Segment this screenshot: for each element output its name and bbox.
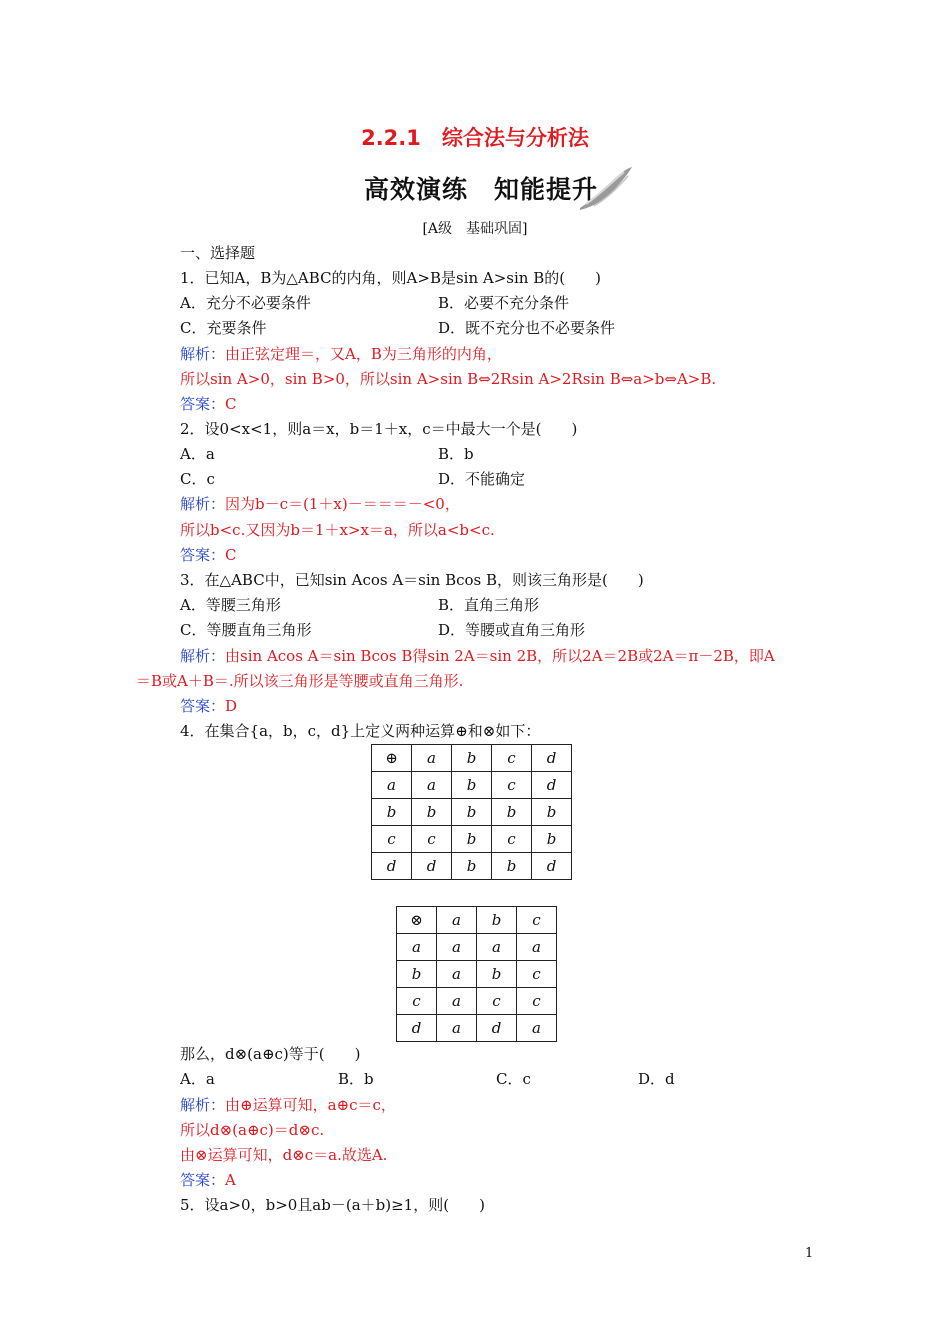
table-cell: c <box>412 826 452 853</box>
text-line: 2．设0<x<1，则a＝x，b＝1＋x，c＝中最大一个是( ) <box>180 420 578 438</box>
text-line: D．不能确定 <box>438 470 526 488</box>
table-row <box>372 799 572 826</box>
analysis-label: 解析： <box>180 345 226 363</box>
text-line: C．c <box>180 470 215 488</box>
text-line: A．等腰三角形 <box>180 596 281 614</box>
table-row <box>397 961 557 988</box>
brush-stroke-icon <box>574 164 640 214</box>
table-cell: b <box>477 961 517 988</box>
text-line <box>180 344 502 364</box>
text-line: D．既不充分也不必要条件 <box>438 319 616 337</box>
text-line: 由⊗运算可知，d⊗c＝a.故选A. <box>180 1146 388 1164</box>
page-number: 1 <box>805 1246 814 1261</box>
table-cell: b <box>492 853 532 880</box>
operator-symbol: ⊗ <box>397 907 437 934</box>
table-cell: a <box>412 772 452 799</box>
table-row <box>372 853 572 880</box>
table-cell: a <box>437 988 477 1015</box>
text-line <box>180 545 237 565</box>
answer-label: 答案： <box>180 697 226 715</box>
solution-text: 由sin Acos A＝sin Bcos B得sin 2A＝sin 2B，所以2A＝2B或2A＝π－2B，即A <box>225 647 775 665</box>
analysis-label: 解析： <box>180 495 226 513</box>
table-cell: b <box>532 799 572 826</box>
table-row <box>372 772 572 799</box>
table-cell: d <box>532 772 572 799</box>
text-line <box>180 494 460 514</box>
text-line <box>180 696 237 716</box>
table-cell: c <box>517 961 557 988</box>
text-line: 1．已知A，B为△ABC的内角，则A>B是sin A>sin B的( ) <box>180 269 601 287</box>
text-line: 所以sin A>0，sin B>0，所以sin A>sin B⇔2Rsin A>2Rsin B⇔a>b⇔A>B. <box>180 370 717 388</box>
text-line: 一、选择题 <box>180 244 256 262</box>
section-title: 2.2.1 综合法与分析法 <box>361 126 589 150</box>
table-row <box>397 1015 557 1042</box>
level-label: [A级 基础巩固] <box>422 221 528 237</box>
text-line: B．直角三角形 <box>438 596 540 614</box>
header-cell: b <box>477 907 517 934</box>
table-cell: a <box>517 1015 557 1042</box>
text-line: 所以b<c.又因为b＝1＋x>x＝a，所以a<b<c. <box>180 521 495 539</box>
header-cell: a <box>437 907 477 934</box>
text-line: A．a <box>180 445 215 463</box>
table-cell: d <box>397 1015 437 1042</box>
table-row <box>397 934 557 961</box>
table-cell: b <box>372 799 412 826</box>
table-cell: b <box>452 826 492 853</box>
text-line: D．d <box>638 1070 675 1088</box>
table-row <box>372 826 572 853</box>
table-cell: b <box>492 799 532 826</box>
table-header-row <box>397 907 557 934</box>
table-cell: b <box>397 961 437 988</box>
table-cell: c <box>492 772 532 799</box>
banner <box>360 164 640 212</box>
table-header-row <box>372 745 572 772</box>
table-cell: d <box>372 853 412 880</box>
text-line: 5．设a>0，b>0且ab－(a＋b)≥1，则( ) <box>180 1196 485 1214</box>
table-row <box>397 988 557 1015</box>
plus-operation-table <box>371 744 572 880</box>
text-line: ＝B或A＋B＝.所以该三角形是等腰或直角三角形. <box>136 672 464 690</box>
table-cell: c <box>372 826 412 853</box>
text-line: B．b <box>338 1070 374 1088</box>
table-cell: a <box>437 1015 477 1042</box>
analysis-label: 解析： <box>180 1096 226 1114</box>
table-cell: b <box>412 799 452 826</box>
header-cell: c <box>517 907 557 934</box>
table-cell: d <box>412 853 452 880</box>
solution-text: 由⊕运算可知，a⊕c＝c， <box>225 1096 396 1114</box>
header-cell: b <box>452 745 492 772</box>
answer-label: 答案： <box>180 546 226 564</box>
header-cell: c <box>492 745 532 772</box>
table-cell: a <box>372 772 412 799</box>
answer-label: 答案： <box>180 395 226 413</box>
table-cell: a <box>437 934 477 961</box>
text-line: 3．在△ABC中，已知sin Acos A＝sin Bcos B，则该三角形是( ) <box>180 571 644 589</box>
text-line: 4．在集合{a，b，c，d}上定义两种运算⊕和⊗如下： <box>180 722 541 740</box>
header-cell: a <box>412 745 452 772</box>
text-line <box>180 646 775 666</box>
text-line <box>180 394 237 414</box>
solution-text: 因为b－c＝(1＋x)－＝＝＝－<0， <box>225 495 460 513</box>
text-line: B．b <box>438 445 474 463</box>
table-cell: c <box>397 988 437 1015</box>
answer-label: 答案： <box>180 1171 226 1189</box>
text-line: A．a <box>180 1070 215 1088</box>
text-line: C．等腰直角三角形 <box>180 621 312 639</box>
table-cell: b <box>452 772 492 799</box>
table-cell: a <box>397 934 437 961</box>
table-cell: a <box>477 934 517 961</box>
table-cell: a <box>517 934 557 961</box>
analysis-label: 解析： <box>180 647 226 665</box>
text-line: B．必要不充分条件 <box>438 294 570 312</box>
text-line: 所以d⊗(a⊕c)＝d⊗c. <box>180 1121 325 1139</box>
table-cell: c <box>492 826 532 853</box>
table-cell: b <box>532 826 572 853</box>
solution-text: C <box>225 546 237 564</box>
table-cell: d <box>477 1015 517 1042</box>
text-line: 那么，d⊗(a⊕c)等于( ) <box>180 1045 361 1063</box>
operator-symbol: ⊕ <box>372 745 412 772</box>
table-cell: b <box>452 799 492 826</box>
table-cell: d <box>532 853 572 880</box>
solution-text: A <box>225 1171 236 1189</box>
solution-text: C <box>225 395 237 413</box>
text-line: A．充分不必要条件 <box>180 294 311 312</box>
text-line <box>180 1170 236 1190</box>
table-cell: c <box>477 988 517 1015</box>
table-cell: b <box>452 853 492 880</box>
solution-text: D <box>225 697 238 715</box>
times-operation-table <box>396 906 557 1042</box>
solution-text: 由正弦定理＝，又A，B为三角形的内角， <box>225 345 502 363</box>
header-cell: d <box>532 745 572 772</box>
table-cell: a <box>437 961 477 988</box>
text-line: C．c <box>496 1070 531 1088</box>
banner-title: 高效演练 知能提升 <box>364 175 599 204</box>
text-line <box>180 1095 396 1115</box>
table-cell: c <box>517 988 557 1015</box>
text-line: C．充要条件 <box>180 319 267 337</box>
text-line: D．等腰或直角三角形 <box>438 621 586 639</box>
